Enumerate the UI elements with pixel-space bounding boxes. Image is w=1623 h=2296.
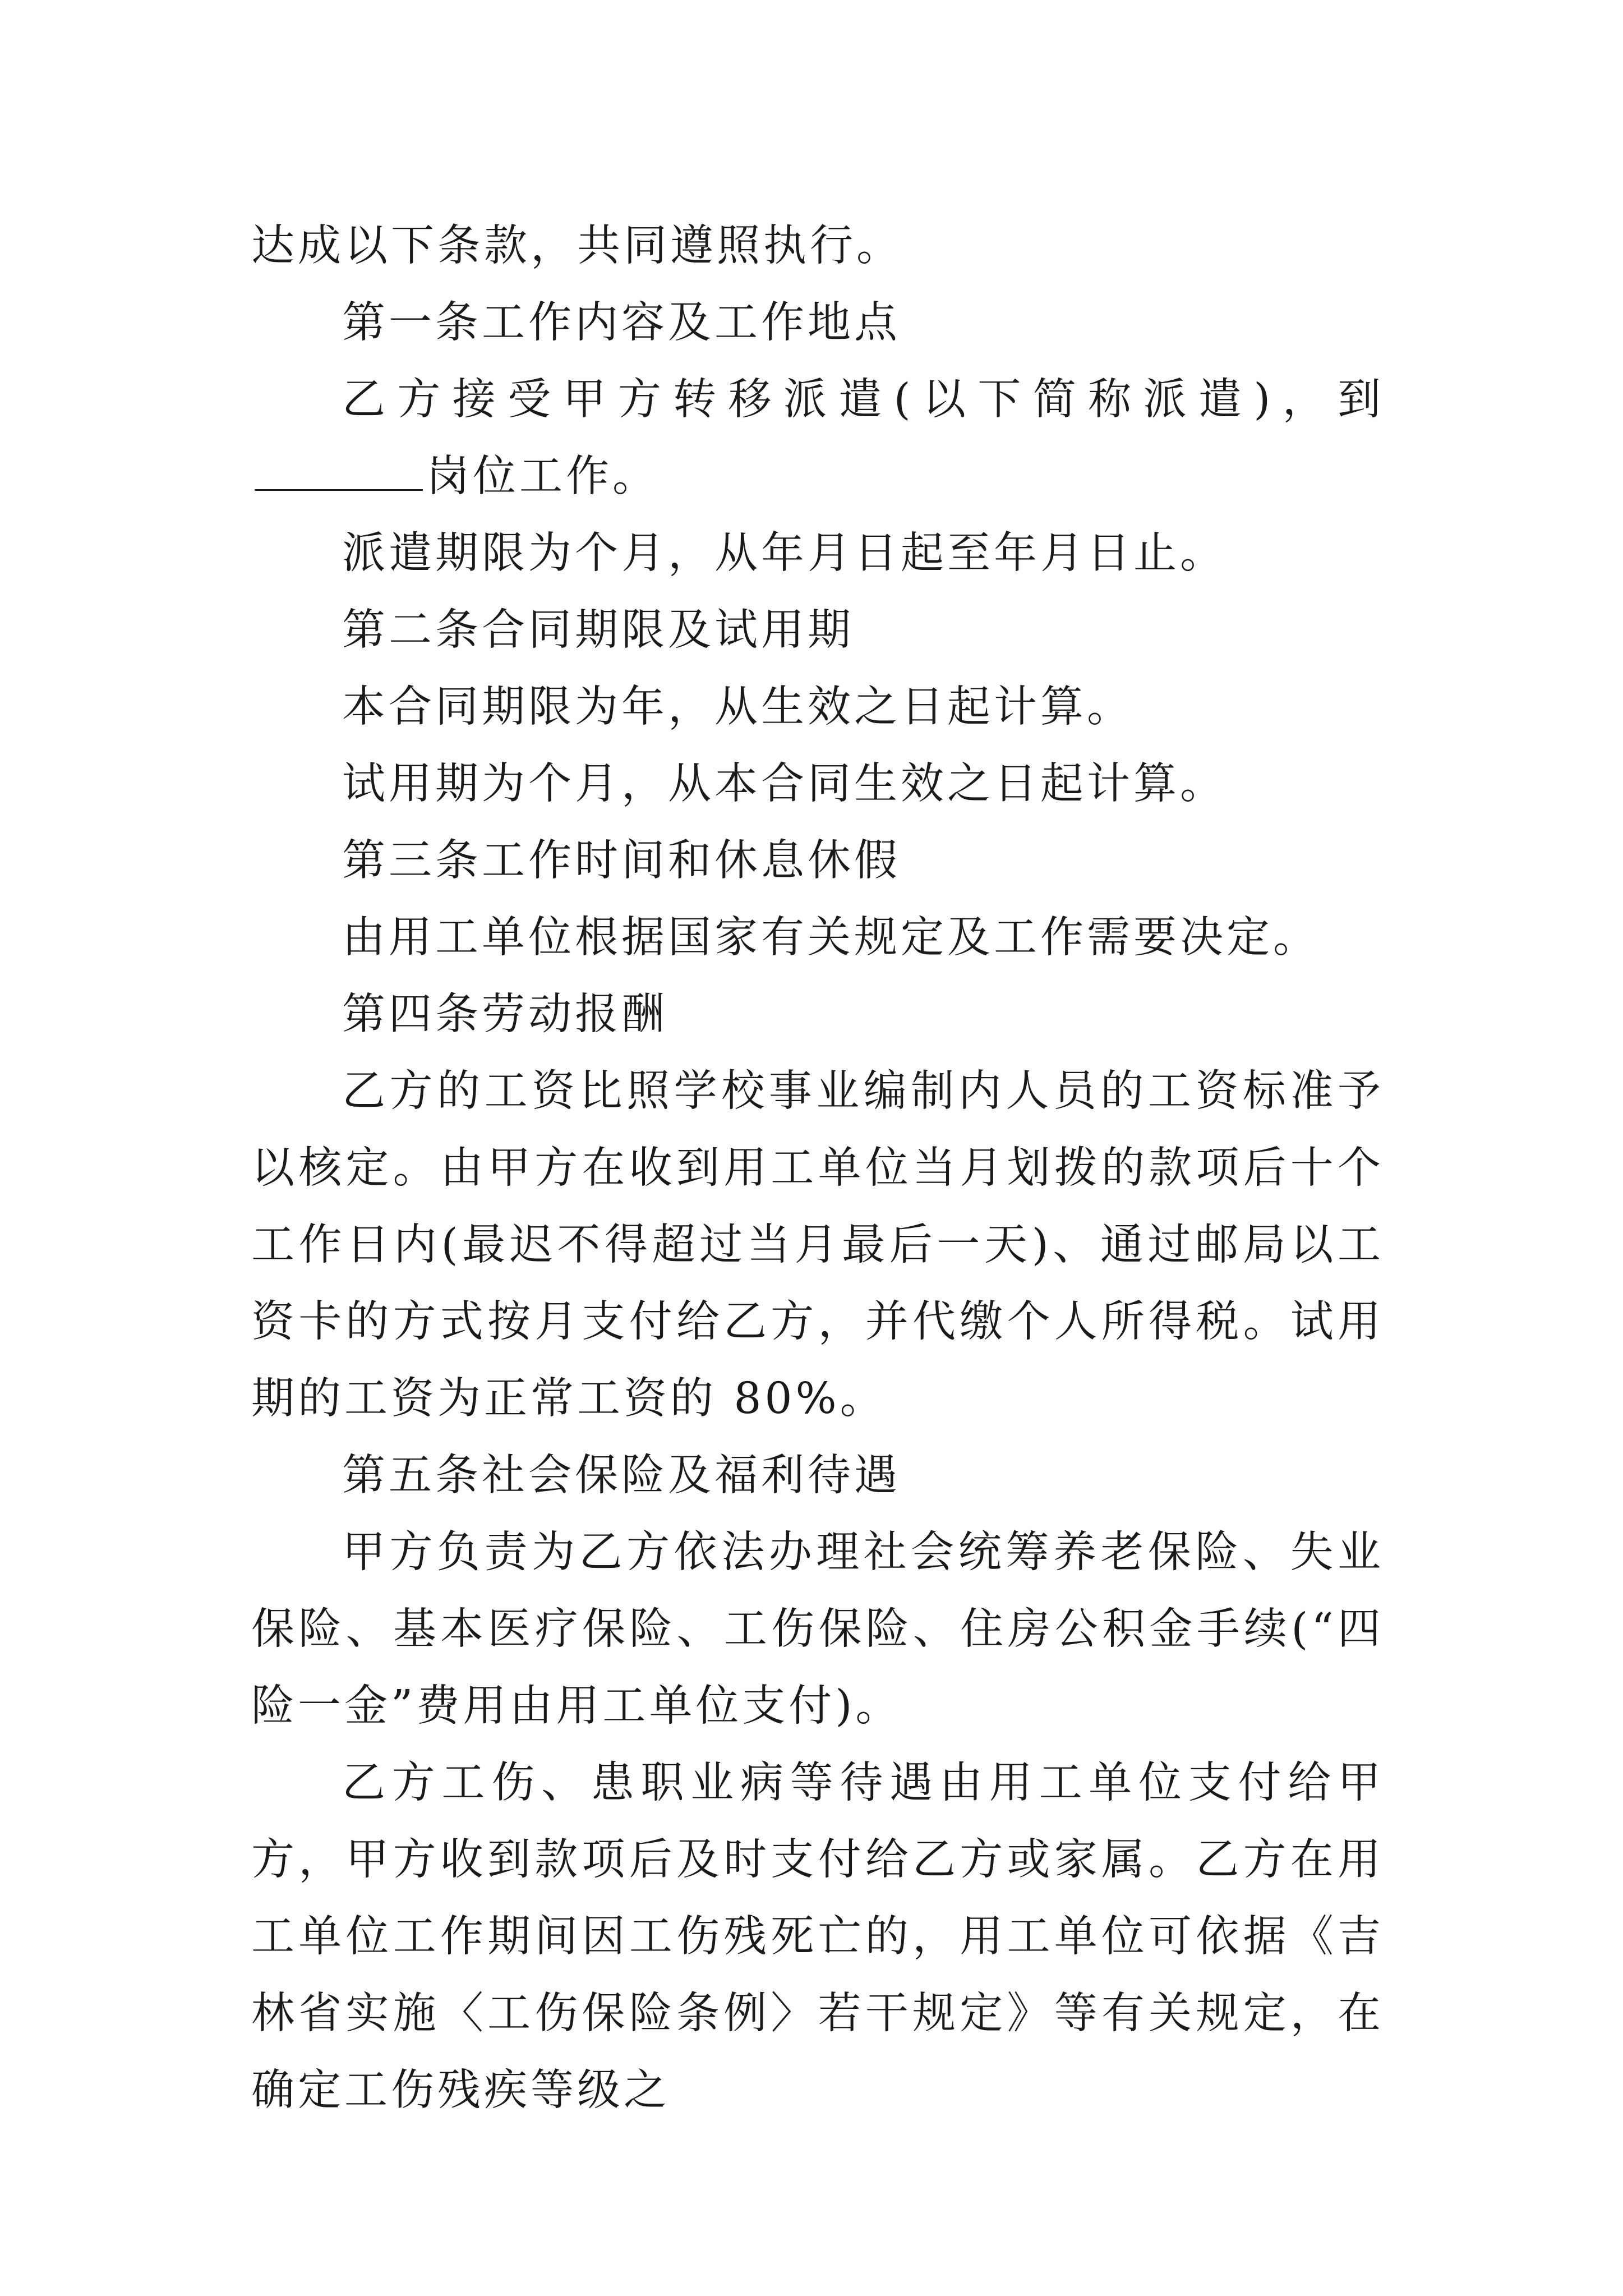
article-3-paragraph-1: 由用工单位根据国家有关规定及工作需要决定。 bbox=[342, 913, 1320, 963]
article-4-paragraph-1: 乙方的工资比照学校事业编制内人员的工资标准予以核定。由甲方在收到用工单位当月划拨的款项后十个工作日内(最迟不得超过当月最后一天)、通过邮局以工资卡的方式按月支付给乙方，并代缴个人所得税。试用期的工资为正常工资的 80%。 bbox=[251, 1066, 1384, 1424]
article-2-paragraph-1: 本合同期限为年，从生效之日起计算。 bbox=[342, 682, 1133, 732]
article-1-paragraph-1-text-a: 乙方接受甲方转移派遣(以下简称派遣)，到 bbox=[342, 375, 1384, 425]
document-body bbox=[251, 208, 1384, 2129]
article-1-paragraph-1-text-b: 岗位工作。 bbox=[426, 452, 659, 501]
article-5-paragraph-2: 乙方工伤、患职业病等待遇由用工单位支付给甲方，甲方收到款项后及时支付给乙方或家属。乙方在用工单位工作期间因工伤残死亡的，用工单位可依据《吉林省实施〈工伤保险条例〉若干规定》等有关规定，在确定工伤残疾等级之 bbox=[251, 1758, 1384, 2115]
article-4-heading: 第四条劳动报酬 bbox=[342, 990, 668, 1039]
article-5-paragraph-1: 甲方负责为乙方依法办理社会统筹养老保险、失业保险、基本医疗保险、工伤保险、住房公积金手续(“四险一金”费用由用工单位支付)。 bbox=[251, 1527, 1384, 1731]
fill-in-blank-line bbox=[255, 452, 423, 491]
article-3-heading: 第三条工作时间和休息休假 bbox=[342, 836, 901, 886]
article-1-paragraph-1 bbox=[251, 361, 1384, 515]
article-1-heading: 第一条工作内容及工作地点 bbox=[342, 298, 901, 348]
article-2-paragraph-2: 试用期为个月，从本合同生效之日起计算。 bbox=[342, 759, 1227, 809]
article-5-heading: 第五条社会保险及福利待遇 bbox=[342, 1451, 901, 1501]
paragraph-intro: 达成以下条款，共同遵照执行。 bbox=[251, 221, 903, 271]
article-2-heading: 第二条合同期限及试用期 bbox=[342, 605, 854, 655]
article-1-paragraph-2: 派遣期限为个月，从年月日起至年月日止。 bbox=[342, 528, 1227, 578]
